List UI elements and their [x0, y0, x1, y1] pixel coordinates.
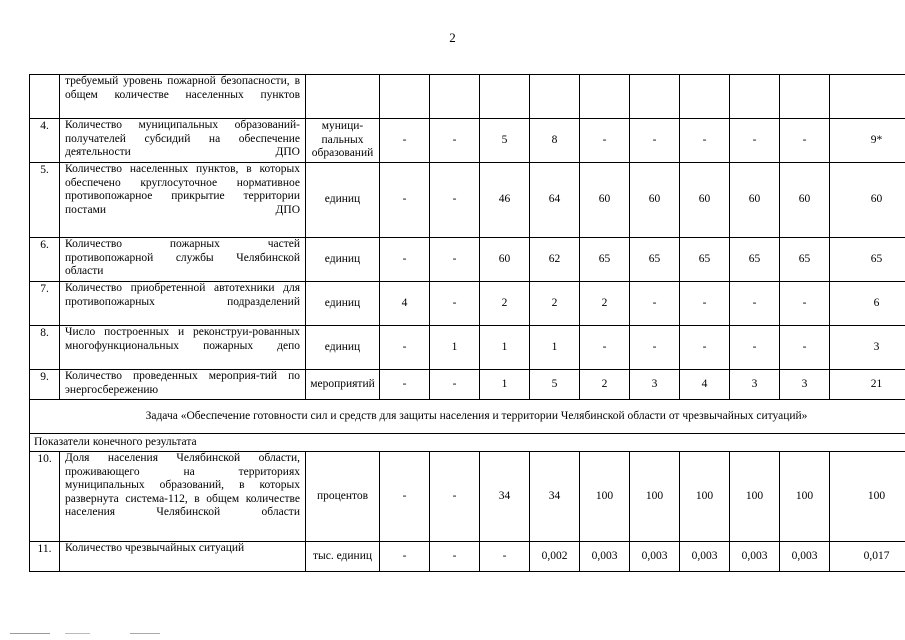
value-cell: 0,003 [780, 542, 830, 572]
row-number-cell: 9. [30, 370, 60, 400]
table-row [30, 119, 905, 163]
row-number-cell: 6. [30, 238, 60, 282]
row-number-cell: 8. [30, 326, 60, 370]
value-cell: - [430, 163, 480, 238]
row-number-cell: 4. [30, 119, 60, 163]
table-row [30, 326, 905, 370]
value-cell: - [380, 542, 430, 572]
value-cell: - [430, 119, 480, 163]
value-cell: 1 [430, 326, 480, 370]
value-cell: 1 [530, 326, 580, 370]
value-cell: 4 [380, 282, 430, 326]
unit-cell: единиц [306, 238, 380, 282]
value-cell: - [430, 370, 480, 400]
value-cell: 65 [730, 238, 780, 282]
value-cell: 60 [780, 163, 830, 238]
value-cell: - [480, 542, 530, 572]
value-cell: 9* [830, 119, 905, 163]
row-number-cell [30, 75, 60, 119]
value-cell: 3 [730, 370, 780, 400]
indicators-table [29, 74, 905, 572]
value-cell: 65 [580, 238, 630, 282]
value-cell: - [580, 326, 630, 370]
table-row [30, 163, 905, 238]
value-cell: - [680, 326, 730, 370]
value-cell: 2 [530, 282, 580, 326]
section-heading: Показатели конечного результата [30, 434, 905, 452]
value-cell: 60 [830, 163, 905, 238]
value-cell: - [380, 238, 430, 282]
value-cell: - [730, 119, 780, 163]
value-cell: 4 [680, 370, 730, 400]
value-cell: 5 [530, 370, 580, 400]
task-row [30, 400, 905, 434]
value-cell: 0,003 [580, 542, 630, 572]
value-cell: - [630, 326, 680, 370]
value-cell: 100 [630, 452, 680, 542]
indicator-name-cell: Число построенных и реконструи-рованных многофункциональных пожарных депо [60, 326, 306, 370]
unit-cell: единиц [306, 326, 380, 370]
value-cell: 100 [730, 452, 780, 542]
value-cell: - [430, 282, 480, 326]
value-cell: 5 [480, 119, 530, 163]
value-cell: 100 [780, 452, 830, 542]
value-cell: - [730, 282, 780, 326]
value-cell: 0,003 [630, 542, 680, 572]
value-cell: 65 [780, 238, 830, 282]
indicator-name-cell: Количество муниципальных образований-получателей субсидий на обеспечение деятельности ДПО [60, 119, 306, 163]
value-cell: 34 [530, 452, 580, 542]
value-cell: - [780, 282, 830, 326]
indicator-name-cell: Количество приобретенной автотехники для противопожарных подразделений [60, 282, 306, 326]
unit-cell: муници-пальных образований [306, 119, 380, 163]
value-cell: 100 [830, 452, 905, 542]
value-cell: 60 [680, 163, 730, 238]
value-cell: - [380, 452, 430, 542]
unit-cell: процентов [306, 452, 380, 542]
unit-cell: единиц [306, 163, 380, 238]
value-cell: 62 [530, 238, 580, 282]
value-cell: - [780, 119, 830, 163]
value-cell: 1 [480, 326, 530, 370]
table-row-continuation [30, 75, 905, 119]
value-cell: 100 [680, 452, 730, 542]
value-cell: - [730, 326, 780, 370]
value-cell: 0,017 [830, 542, 905, 572]
value-cell: 2 [580, 282, 630, 326]
value-cell: - [680, 119, 730, 163]
value-cell: 8 [530, 119, 580, 163]
table-row [30, 370, 905, 400]
indicator-name-cell: Количество чрезвычайных ситуаций [60, 542, 306, 572]
row-number-cell: 10. [30, 452, 60, 542]
value-cell: 0,002 [530, 542, 580, 572]
value-cell: 3 [630, 370, 680, 400]
value-cell: - [580, 119, 630, 163]
value-cell: 34 [480, 452, 530, 542]
value-cell: - [380, 326, 430, 370]
indicator-name-cell: требуемый уровень пожарной безопасности, в общем количестве населенных пунктов [60, 75, 306, 119]
value-cell: - [380, 163, 430, 238]
row-number-cell: 7. [30, 282, 60, 326]
value-cell: 3 [830, 326, 905, 370]
value-cell: 0,003 [680, 542, 730, 572]
value-cell: 65 [680, 238, 730, 282]
table-row [30, 238, 905, 282]
value-cell: - [430, 238, 480, 282]
value-cell: 64 [530, 163, 580, 238]
value-cell: 46 [480, 163, 530, 238]
value-cell: 21 [830, 370, 905, 400]
value-cell: - [430, 452, 480, 542]
value-cell: 100 [580, 452, 630, 542]
section-row [30, 434, 905, 452]
indicator-name-cell: Количество проведенных мероприя-тий по энергосбережению [60, 370, 306, 400]
indicator-name-cell: Количество пожарных частей противопожарной службы Челябинской области [60, 238, 306, 282]
table-row [30, 452, 905, 542]
value-cell: 60 [730, 163, 780, 238]
value-cell: 65 [630, 238, 680, 282]
value-cell: - [380, 370, 430, 400]
table-row [30, 282, 905, 326]
value-cell: 65 [830, 238, 905, 282]
value-cell: 2 [480, 282, 530, 326]
value-cell: - [380, 119, 430, 163]
row-number-cell: 11. [30, 542, 60, 572]
value-cell: - [630, 282, 680, 326]
row-number-cell: 5. [30, 163, 60, 238]
value-cell: 2 [580, 370, 630, 400]
indicator-name-cell: Количество населенных пунктов, в которых обеспечено круглосуточное нормативное противопожарное прикрытие территории постами ДПО [60, 163, 306, 238]
value-cell: 60 [630, 163, 680, 238]
value-cell: 0,003 [730, 542, 780, 572]
value-cell: - [780, 326, 830, 370]
unit-cell: тыс. единиц [306, 542, 380, 572]
value-cell: 6 [830, 282, 905, 326]
value-cell: 60 [480, 238, 530, 282]
indicator-name-cell: Доля населения Челябинской области, проживающего на территориях муниципальных образований, в которых развернута система-112, в общем количестве населения Челябинской области [60, 452, 306, 542]
value-cell: - [430, 542, 480, 572]
scan-artifact-line [10, 633, 170, 634]
table-row [30, 542, 905, 572]
page-number: 2 [449, 30, 456, 45]
value-cell: 3 [780, 370, 830, 400]
value-cell: - [680, 282, 730, 326]
value-cell: 1 [480, 370, 530, 400]
value-cell: - [630, 119, 680, 163]
unit-cell: единиц [306, 282, 380, 326]
value-cell: 60 [580, 163, 630, 238]
unit-cell: мероприятий [306, 370, 380, 400]
task-heading: Задача «Обеспечение готовности сил и средств для защиты населения и территории Челябинской области от чрезвычайных ситуаций» [30, 400, 905, 434]
